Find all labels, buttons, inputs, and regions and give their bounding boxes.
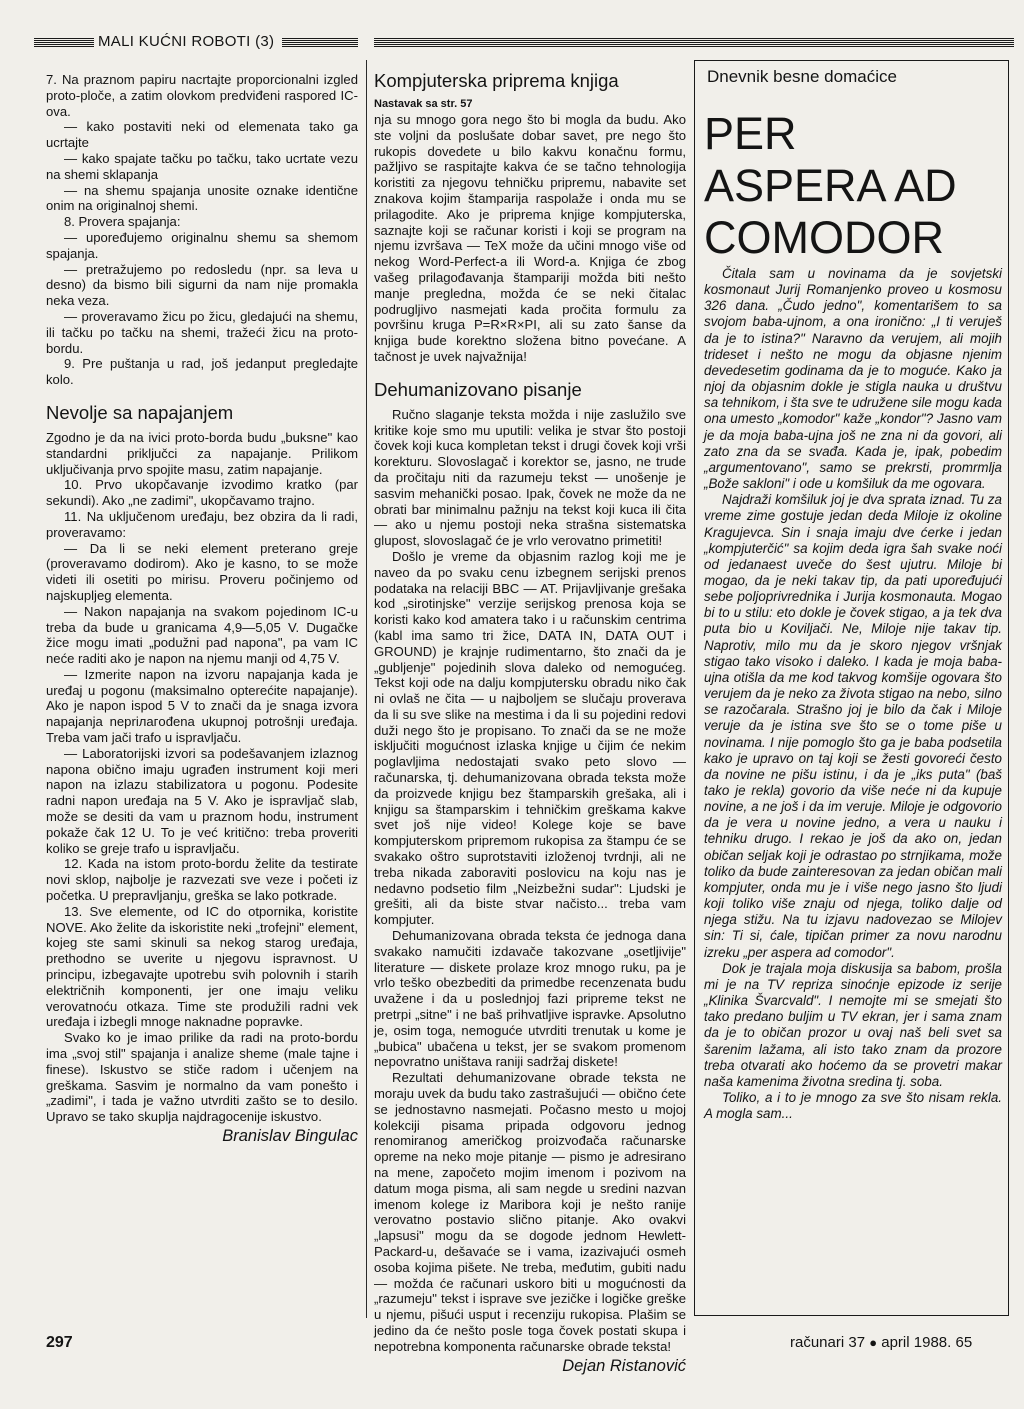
- box-kicker: Dnevnik besne domaćice: [707, 67, 897, 86]
- column-book-prep: [374, 70, 686, 1376]
- paragraph: Dehumanizovana obrada teksta će jednoga dana svakako namučiti izdavače takozvane „osetljivije" literature — diskete prolaze kroz mnogo ruku, pa je vrlo teško obezbediti da primedbe recenzenata budu uvažene i da u poslednjoj fazi pripreme tekst ne pretrpi „sitne" i ne baš prihvatljive ispravke. Apsolutno je, osim toga, nemoguće utvrditi trenutak u kome je „bubica" ubačena u tekst, jer se svakom promenom nepovratno uništava raniji sadržaj diskete!: [374, 928, 686, 1070]
- section-heading-book-prep: Kompjuterska priprema knjiga: [374, 70, 619, 91]
- section-header: MALI KUĆNI ROBOTI (3): [98, 33, 275, 50]
- paragraph: Došlo je vreme da objasnim razlog koji me je naveo da po svaku cenu izbegnem serijski prenos podataka na relaciji BBC — AT. Prijavljivanje grešaka kod „sirotinjske" verzije serijskog prenosa koja se koristi kako kod amatera tako i u računskim centrima (kabl ima samo tri žice, DATA IN, DATA OUT i GROUND) je krajnje rudimentarno, što znači da je „gubljenje" pojedinih slova daleko od nemogućeg. Tekst koji ode na dalju kompjutersku obradu niko čak ni ovlaš ne čita — u najboljem se slučaju proverava da li su sve slike na mestima i da li su pojedini redovi duži nego što je propisano. To znači da se ne može isključiti mogućnost izlaska knjige u čijim će nekim poglavljima nedostajati svako peto slovo — računarska, tj. dehumanizovana obrada teksta može da proizvede knjigu bez štamparskih grešaka, ali i knjigu sa štamparskim i tehničkim greškama kakve svet još nije video! Kolege koje se bave kompjuterskom pripremom rukopisa za štampu će se svakako oštro suprotstaviti izloženoj tvrdnji, ali ne treba nikada zaboraviti poslovicu na koju nas je nedavno podsetio film „Neizbežni sudar": Ljudski je grešiti, ali da biste stvar načisto... treba vam kompjuter.: [374, 548, 686, 928]
- paragraph: — kako spajate tačku po tačku, tako ucrtate vezu na shemi sklapanja: [46, 150, 358, 182]
- paragraph: 12. Kada na istom proto-bordu želite da testirate novi sklop, najbolje je razvezati sve veze i početi iz početka. U prepravljanju, greška se lako potkrade.: [46, 856, 358, 904]
- author-signature: Dejan Ristanović: [562, 1356, 686, 1375]
- column-diary: [704, 266, 1002, 1122]
- page-number-right: 65: [955, 1334, 973, 1351]
- paragraph: Toliko, a i to je mnogo za sve što nisam rekla. A mogla sam...: [704, 1089, 1002, 1122]
- paragraph: 9. Pre puštanja u rad, još jedanput pregledajte kolo.: [46, 356, 358, 388]
- section-heading-dehumanized: Dehumanizovano pisanje: [374, 378, 582, 400]
- paragraph: — upoređujemo originalnu shemu sa shemom spajanja.: [46, 229, 358, 261]
- paragraph: Dok je trajala moja diskusija sa babom, prošla mi je na TV repriza sinoćnje epizode iz serije „Klinika Švarcvald". I nemojte mi se smejati što tako predano buljim u TV ekran, jer i sama znam da je to običan prozor u ovaj naš beli svet sa šarenim lažama, ali isto tako znam da prozore treba otvarati ako hoćemo da se provetri makar naša kamenima životna sredina tj. soba.: [704, 960, 1002, 1089]
- issue-date: april 1988.: [881, 1334, 952, 1351]
- paragraph: — na shemu spajanja unosite oznake identične onim na originalnoj shemi.: [46, 182, 358, 214]
- paragraph: — Da li se neki element preterano greje (proveravamo dodirom). Ako je kasno, to se može videti ili osetiti po mirisu. Proveru počinjemo od najskupljeg elementa.: [46, 540, 358, 603]
- paragraph: 13. Sve elemente, od IC do otpornika, koristite NOVE. Ako želite da iskoristite neki „trofejni" element, kojeg ste sami skinuli sa nekog starog uređaja, prethodno se uverite u njegovu ispravnost. U principu, izbegavajte upotrebu svih polovnih i starih električnih komponenti, jer one imaju veliku verovatnoću otkaza. Time ste produžili radni vek uređaja i izbegli mnoge naknadne popravke.: [46, 903, 358, 1030]
- paragraph: — Laboratorijski izvori sa podešavanjem izlaznog napona obično imaju ugrađen instrument koji meri napon na izlazu stabilizatora u pogonu. Podesite radni napon uređaja na 5 V. Ako je ispravljač slab, može se desiti da vam u praznom hodu, instrument pokaže čak 12 U. To je već kritično: treba proveriti koliko se greje trafo u ispravljaču.: [46, 745, 358, 856]
- box-title: PER ASPERA AD COMODOR: [704, 108, 957, 263]
- paragraph: — proveravamo žicu po žicu, gledajući na shemu, ili tačku po tačku na shemi, tražeći žicu na proto-bordu.: [46, 308, 358, 356]
- column-divider: [366, 60, 367, 1318]
- bullet-separator: ●: [869, 1335, 878, 1350]
- paragraph: 10. Prvo ukopčavanje izvodimo kratko (par sekundi). Ako „ne zadimi", ukopčavamo trajno.: [46, 477, 358, 509]
- continued-note: Nastavak sa str. 57: [374, 98, 473, 110]
- footer-imprint: [790, 1334, 972, 1351]
- header-rule-mid: [282, 38, 358, 47]
- paragraph: Rezultati dehumanizovane obrade teksta ne moraju uvek da budu tako zastrašujući — obično ćete se jednostavno nasmejati. Počasno mesto u mojoj kolekciji pisama pripada odgovoru jednog renomiranog američkog proizvođača računarske opreme na neko moje pitanje — pismo je adresirano na mene, započeto mojim imenom i pozivom na datum moga pisma, ali sam negde u sredini nazvan imenom kolege iz Maribora koji je nešto ranije verovatno postavio slično pitanje. Ako ovakvi „lapsusi" mogu da se dogode jednom Hewlett-Packard-u, dešavaće se i vama, izazivajući osmeh osoba kojima pišete. Ne treba, međutim, gubiti nadu — možda će računari uskoro biti u mogućnosti da „razumeju" tekst i isprave sve jezičke i logičke greške u njemu, pišući usput i recenziju rukopisa. Plašim se jedino da će nešto posle toga čovek postati skupa i nepotrebna komponenta računarske obrade teksta!: [374, 1070, 686, 1354]
- author-signature: Branislav Bingulac: [222, 1127, 358, 1145]
- magazine-name: računari 37: [790, 1334, 866, 1351]
- paragraph: 8. Provera spajanja:: [64, 214, 181, 230]
- paragraph: Čitala sam u novinama da je sovjetski kosmonaut Jurij Romanjenko proveo u kosmosu 326 dana. „Čudo jedno", komentarišem to sa svojom baba-ujnom, a ona ironično: „I ti veruješ da je to istina?" Naravno da verujem, ali mojih trideset i nešto ne mogu da objasne njenim devedesetim godinama da je to moguće. Kako ja njoj da objasnim dokle je stigla nauka u društvu sa tehnikom, i šta sve te udružene sile mogu kada ona umesto „komodor" kaže „kondor"? Jasno vam je da moja baba-ujna još ne zna ni da govori, ali zato zna da se svađa. Kada je, ipak, pobedim „argumentovano", samo se prekrsti, promrmlja „Bože sakloni" i ode u komšiluk da me ogovara.: [704, 266, 1002, 492]
- paragraph: 11. Na uključenom uređaju, bez obzira da li radi, proveravamo:: [46, 508, 358, 540]
- paragraph: 7. Na praznom papiru nacrtajte proporcionalni izgled proto-ploče, a zatim olovkom predviđeni raspored IC-ova.: [46, 72, 358, 119]
- paragraph: — Izmerite napon na izvoru napajanja kada je uređaj u pogonu (maksimalno opterećite napajanje). Ako je napon ispod 5 V to znači da je snaga izvora napajanja nepriлагođena ukupnoj potrošnji uređaja. Treba vam jači trafo u ispravljaču.: [46, 666, 358, 746]
- column-robots: [46, 72, 358, 1146]
- paragraph: Svako ko je imao prilike da radi na proto-bordu ima „svoj stil" spajanja i analize sheme (male tajne i finese). Iskustvo se stiče radom i učenjem na greškama. Sasvim je normalno da vam ponešto i „zadimi", i tada je važno utvrditi zašto se to desilo. Upravo se tako skuplja najdragocenije iskustvo.: [46, 1030, 358, 1125]
- paragraph: Ručno slaganje teksta možda i nije zaslužilo sve kritike koje smo mu uputili: velika je stvar što postoji čovek koji kuca kompletan tekst i drugi čovek koji vrši korekturu. Slovoslagač i korektor se, jasno, ne trude da pročitaju niti da razumeju tekst — unošenje je sasvim mehanički posao. Ipak, čovek ne može da ne obrati bar minimalnu pažnju na tekst koji kuca ili čita — ako u njemu postoji neka strašna sistematska glupost, slovoslagač će je vrlo verovatno primetiti!: [374, 406, 686, 549]
- paragraph: Zgodno je da na ivici proto-borda budu „buksne" kao standardni priključci za napajanje. Prilikom uključivanja prvo spojite masu, zatim napajanje.: [46, 429, 358, 477]
- section-heading-power: Nevolje sa napajanjem: [46, 401, 234, 423]
- header-rule-right: [374, 38, 1014, 47]
- paragraph: — pretražujemo po redosledu (npr. sa leva u desno) da bismo bili sigurni da nam nije promakla neka veza.: [46, 261, 358, 309]
- header-rule-left: [34, 38, 94, 47]
- paragraph: — kako postaviti neki od elemenata tako ga ucrtajte: [46, 119, 358, 151]
- page-number-left: 297: [46, 1334, 73, 1351]
- paragraph: Najdraži komšiluk joj je dva sprata iznad. Tu za vreme zime gostuje jedan deda Miloje iz okoline Kragujevca. Sin i snaja imaju dve ćerke i jedan „kompjuterčić" sa kojim deda igra šah svake noći od jedanaest uveče do šest ujutru. Miloje bi mogao, da je neki takav tip, da pati upoređujući sebe poljoprivrednika i Jurija kosmonauta. Mogao bi to u stilu: eto dokle je čovek stigao, a ja tek dva puta bio u Koviljači. Ne, Miloje nije takav tip. Naprotiv, milo mu da je skoro njegov vršnjak stigao tako visoko i daleko. I kada je moja baba-ujna otišla da me kod takvog komšije ogovara što verujem da je neko za života stigao na nebo, silno se razočarala. Strašno joj je bilo da čak i Miloje veruje da je istina sve što se o tome piše u novinama. I nije pomoglo što ga je baba podsetila kako je upravo on taj koji se žesti govoreći često da novine ne pišu istinu, i da je „iks puta" (baš tako je rekla) govorio da više neće ni da kupuje novine, a ne još i da im veruje. Miloje je odgovorio da je vera u novine jedno, a vera u nauku i tehniku drugo. I rekao je još da ako on, jedan običan seljak koji je odrastao po strnjikama, može toliko da bude zainteresovan za jedan običan mali kompjuter, onda mu je i više nego jasno što ljudi koji toliko više znaju od njega, toliko dalje od njega stižu. Na tu izjavu nadovezao se Milojev sin: Ti si, ćale, tipičan primer za novu narodnu izreku „per aspera ad comodor".: [704, 492, 1002, 960]
- paragraph: nja su mnogo gora nego što bi mogla da budu. Ako ste voljni da poslušate dobar savet, pre nego što rukopis dovedete u bilo kakvu konačnu formu, pažljivo se raspitajte kakva će se tačno tehnologija koristiti za njegovu tehničku pripremu, nabavite set znakova kojim štamparija raspolaže i onda mu se prilagodite. Ako je priprema knjige kompjuterska, saznajte koji se računar koristi i koji se program na njemu izvršava — TeX može da učini mnogo više od nekog Word-Perfect-a ili Word-a. Knjiga će zbog vašeg prilagođavanja štampariji možda biti nešto manje pregledna, možda će se neki čitalac podrugljivo nasmejati kada pročita formulu za površinu kruga P=R×R×PI, ali su zato šanse da knjiga bude korektno složena bitno povećane. A tačnost je uvek najvažnija!: [374, 112, 686, 364]
- paragraph: — Nakon napajanja na svakom pojedinom IC-u treba da bude u granicama 4,9—5,05 V. Dugačke žice mogu imati „podužni pad napona", pa vam IC neće raditi ako je napon na njemu manji od 4,75 V.: [46, 603, 358, 667]
